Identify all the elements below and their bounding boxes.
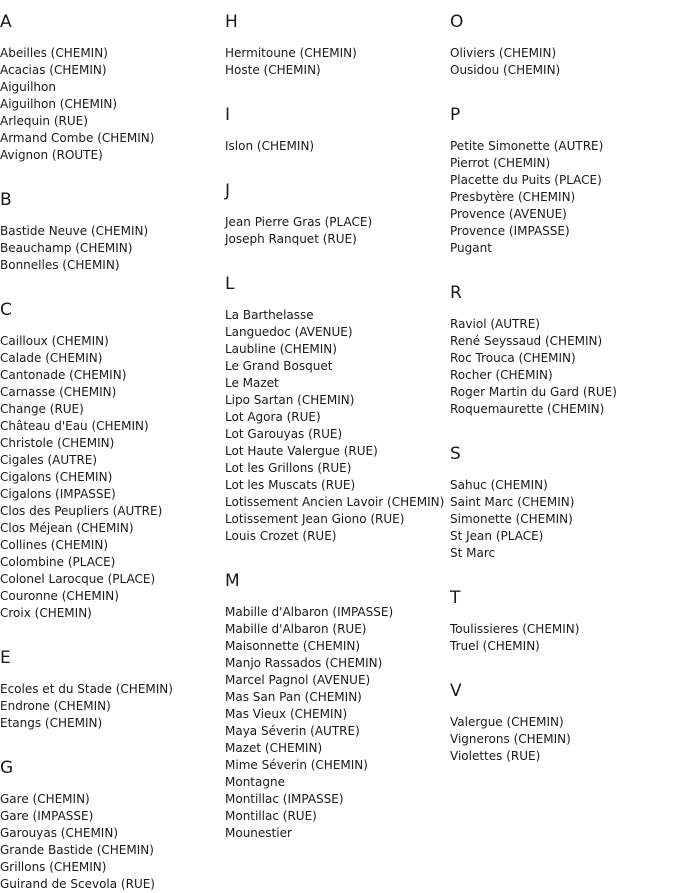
street-link[interactable]: Etangs (CHEMIN) [0,716,103,730]
street-link[interactable]: Vignerons (CHEMIN) [450,732,571,746]
street-link[interactable]: Presbytère (CHEMIN) [450,190,576,204]
street-link[interactable]: La Barthelasse [225,308,314,322]
street-link[interactable]: Château d'Eau (CHEMIN) [0,419,149,433]
letter-section [0,12,225,164]
street-link[interactable]: Toulissieres (CHEMIN) [450,622,580,636]
section-letter-heading: E [0,648,11,668]
street-link[interactable]: Violettes (RUE) [450,749,541,763]
section-letter-heading: H [225,12,238,32]
letter-section [225,571,450,842]
street-link[interactable]: Clos Méjean (CHEMIN) [0,521,134,535]
street-link[interactable]: Petite Simonette (AUTRE) [450,139,604,153]
street-link[interactable]: Aiguilhon (CHEMIN) [0,97,118,111]
street-link[interactable]: Gare (CHEMIN) [0,792,90,806]
street-link[interactable]: Provence (AVENUE) [450,207,567,221]
street-link[interactable]: Mas San Pan (CHEMIN) [225,690,362,704]
street-link[interactable]: Abeilles (CHEMIN) [0,46,108,60]
street-link[interactable]: Raviol (AUTRE) [450,317,540,331]
street-link[interactable]: Couronne (CHEMIN) [0,589,119,603]
street-link[interactable]: Joseph Ranquet (RUE) [225,232,357,246]
street-link[interactable]: Le Mazet [225,376,279,390]
street-link[interactable]: Languedoc (AVENUE) [225,325,353,339]
letter-section [450,681,675,765]
street-index-column-1 [0,0,225,893]
street-link[interactable]: Hoste (CHEMIN) [225,63,321,77]
street-link[interactable]: Christole (CHEMIN) [0,436,115,450]
street-link[interactable]: Marcel Pagnol (AVENUE) [225,673,371,687]
section-letter-heading: I [225,105,231,125]
street-link[interactable]: Provence (IMPASSE) [450,224,570,238]
street-link[interactable]: Mime Séverin (CHEMIN) [225,758,368,772]
street-link[interactable]: Gare (IMPASSE) [0,809,94,823]
street-link[interactable]: Mas Vieux (CHEMIN) [225,707,348,721]
street-link[interactable]: Louis Crozet (RUE) [225,529,337,543]
street-link[interactable]: Lotissement Jean Giono (RUE) [225,512,405,526]
street-link[interactable]: Calade (CHEMIN) [0,351,103,365]
letter-section [225,105,450,155]
street-link[interactable]: Avignon (ROUTE) [0,148,103,162]
street-link[interactable]: Croix (CHEMIN) [0,606,92,620]
street-link[interactable]: René Seyssaud (CHEMIN) [450,334,603,348]
street-link[interactable]: Collines (CHEMIN) [0,538,108,552]
street-index-column-3 [450,0,675,765]
street-link[interactable]: Maisonnette (CHEMIN) [225,639,361,653]
street-link[interactable]: Valergue (CHEMIN) [450,715,564,729]
street-link[interactable]: Endrone (CHEMIN) [0,699,111,713]
letter-section [0,758,225,893]
section-letter-heading: M [225,571,240,591]
section-letter-heading: J [225,181,231,201]
street-link[interactable]: Lotissement Ancien Lavoir (CHEMIN) [225,495,445,509]
street-index-column-2 [225,0,450,842]
section-letter-heading: R [450,283,462,303]
street-link[interactable]: Bonnelles (CHEMIN) [0,258,120,272]
street-link[interactable]: Armand Combe (CHEMIN) [0,131,155,145]
street-link[interactable]: Maya Séverin (AUTRE) [225,724,360,738]
letter-section [0,190,225,274]
street-link[interactable]: Roquemaurette (CHEMIN) [450,402,605,416]
street-link[interactable]: Pierrot (CHEMIN) [450,156,551,170]
letter-section [225,274,450,545]
street-link[interactable]: Roc Trouca (CHEMIN) [450,351,576,365]
street-link[interactable]: Carnasse (CHEMIN) [0,385,117,399]
street-link[interactable]: Colombine (PLACE) [0,555,116,569]
street-link[interactable]: Lot les Muscats (RUE) [225,478,356,492]
street-link[interactable]: Guirand de Scevola (RUE) [0,877,155,891]
street-link[interactable]: Mazet (CHEMIN) [225,741,323,755]
section-letter-heading: T [450,588,461,608]
street-link[interactable]: Pugant [450,241,492,255]
letter-section [0,300,225,622]
street-link[interactable]: Mabille d'Albaron (IMPASSE) [225,605,394,619]
street-link[interactable]: Oliviers (CHEMIN) [450,46,557,60]
street-link[interactable]: Jean Pierre Gras (PLACE) [225,215,373,229]
street-link[interactable]: Cigalons (CHEMIN) [0,470,113,484]
letter-section [450,105,675,257]
street-link[interactable]: Saint Marc (CHEMIN) [450,495,575,509]
street-link[interactable]: Montillac (RUE) [225,809,317,823]
street-link[interactable]: Lipo Sartan (CHEMIN) [225,393,355,407]
section-letter-heading: O [450,12,464,32]
letter-section [450,12,675,79]
street-link[interactable]: Lot Haute Valergue (RUE) [225,444,378,458]
street-link[interactable]: Lot Agora (RUE) [225,410,321,424]
street-link[interactable]: Ousidou (CHEMIN) [450,63,561,77]
street-link[interactable]: Manjo Rassados (CHEMIN) [225,656,383,670]
street-link[interactable]: St Marc [450,546,496,560]
street-link[interactable]: Aiguilhon [0,80,56,94]
section-letter-heading: V [450,681,462,701]
street-link[interactable]: Arlequin (RUE) [0,114,88,128]
street-link[interactable]: Grande Bastide (CHEMIN) [0,843,154,857]
street-link[interactable]: Lot Garouyas (RUE) [225,427,343,441]
street-link[interactable]: Grillons (CHEMIN) [0,860,107,874]
street-link[interactable]: Laubline (CHEMIN) [225,342,337,356]
street-link[interactable]: Beauchamp (CHEMIN) [0,241,133,255]
street-link[interactable]: Simonette (CHEMIN) [450,512,573,526]
street-link[interactable]: Truel (CHEMIN) [450,639,540,653]
street-link[interactable]: Garouyas (CHEMIN) [0,826,119,840]
street-link[interactable]: Cailloux (CHEMIN) [0,334,109,348]
section-letter-heading: A [0,12,12,32]
letter-section [450,444,675,562]
section-letter-heading: P [450,105,461,125]
section-letter-heading: B [0,190,12,210]
letter-section [225,181,450,248]
letter-section [0,648,225,732]
street-link[interactable]: Cigalons (IMPASSE) [0,487,116,501]
street-link[interactable]: Mabille d'Albaron (RUE) [225,622,367,636]
street-link[interactable]: Acacias (CHEMIN) [0,63,107,77]
street-link[interactable]: Sahuc (CHEMIN) [450,478,548,492]
street-link[interactable]: Roger Martin du Gard (RUE) [450,385,617,399]
street-link[interactable]: Bastide Neuve (CHEMIN) [0,224,149,238]
street-link[interactable]: Hermitoune (CHEMIN) [225,46,357,60]
street-link[interactable]: Change (RUE) [0,402,84,416]
street-link[interactable]: Lot les Grillons (RUE) [225,461,352,475]
street-link[interactable]: Colonel Larocque (PLACE) [0,572,156,586]
street-link[interactable]: Placette du Puits (PLACE) [450,173,602,187]
street-link[interactable]: St Jean (PLACE) [450,529,544,543]
street-link[interactable]: Le Grand Bosquet [225,359,333,373]
letter-section [450,588,675,655]
street-link[interactable]: Cigales (AUTRE) [0,453,98,467]
section-letter-heading: C [0,300,12,320]
street-link[interactable]: Cantonade (CHEMIN) [0,368,127,382]
street-link[interactable]: Montagne [225,775,285,789]
street-link[interactable]: Islon (CHEMIN) [225,139,315,153]
street-link[interactable]: Ecoles et du Stade (CHEMIN) [0,682,173,696]
letter-section [225,12,450,79]
street-link[interactable]: Clos des Peupliers (AUTRE) [0,504,163,518]
section-letter-heading: S [450,444,461,464]
letter-section [450,283,675,418]
section-letter-heading: L [225,274,235,294]
street-link[interactable]: Mounestier [225,826,292,840]
street-link[interactable]: Montillac (IMPASSE) [225,792,344,806]
street-link[interactable]: Rocher (CHEMIN) [450,368,553,382]
section-letter-heading: G [0,758,14,778]
